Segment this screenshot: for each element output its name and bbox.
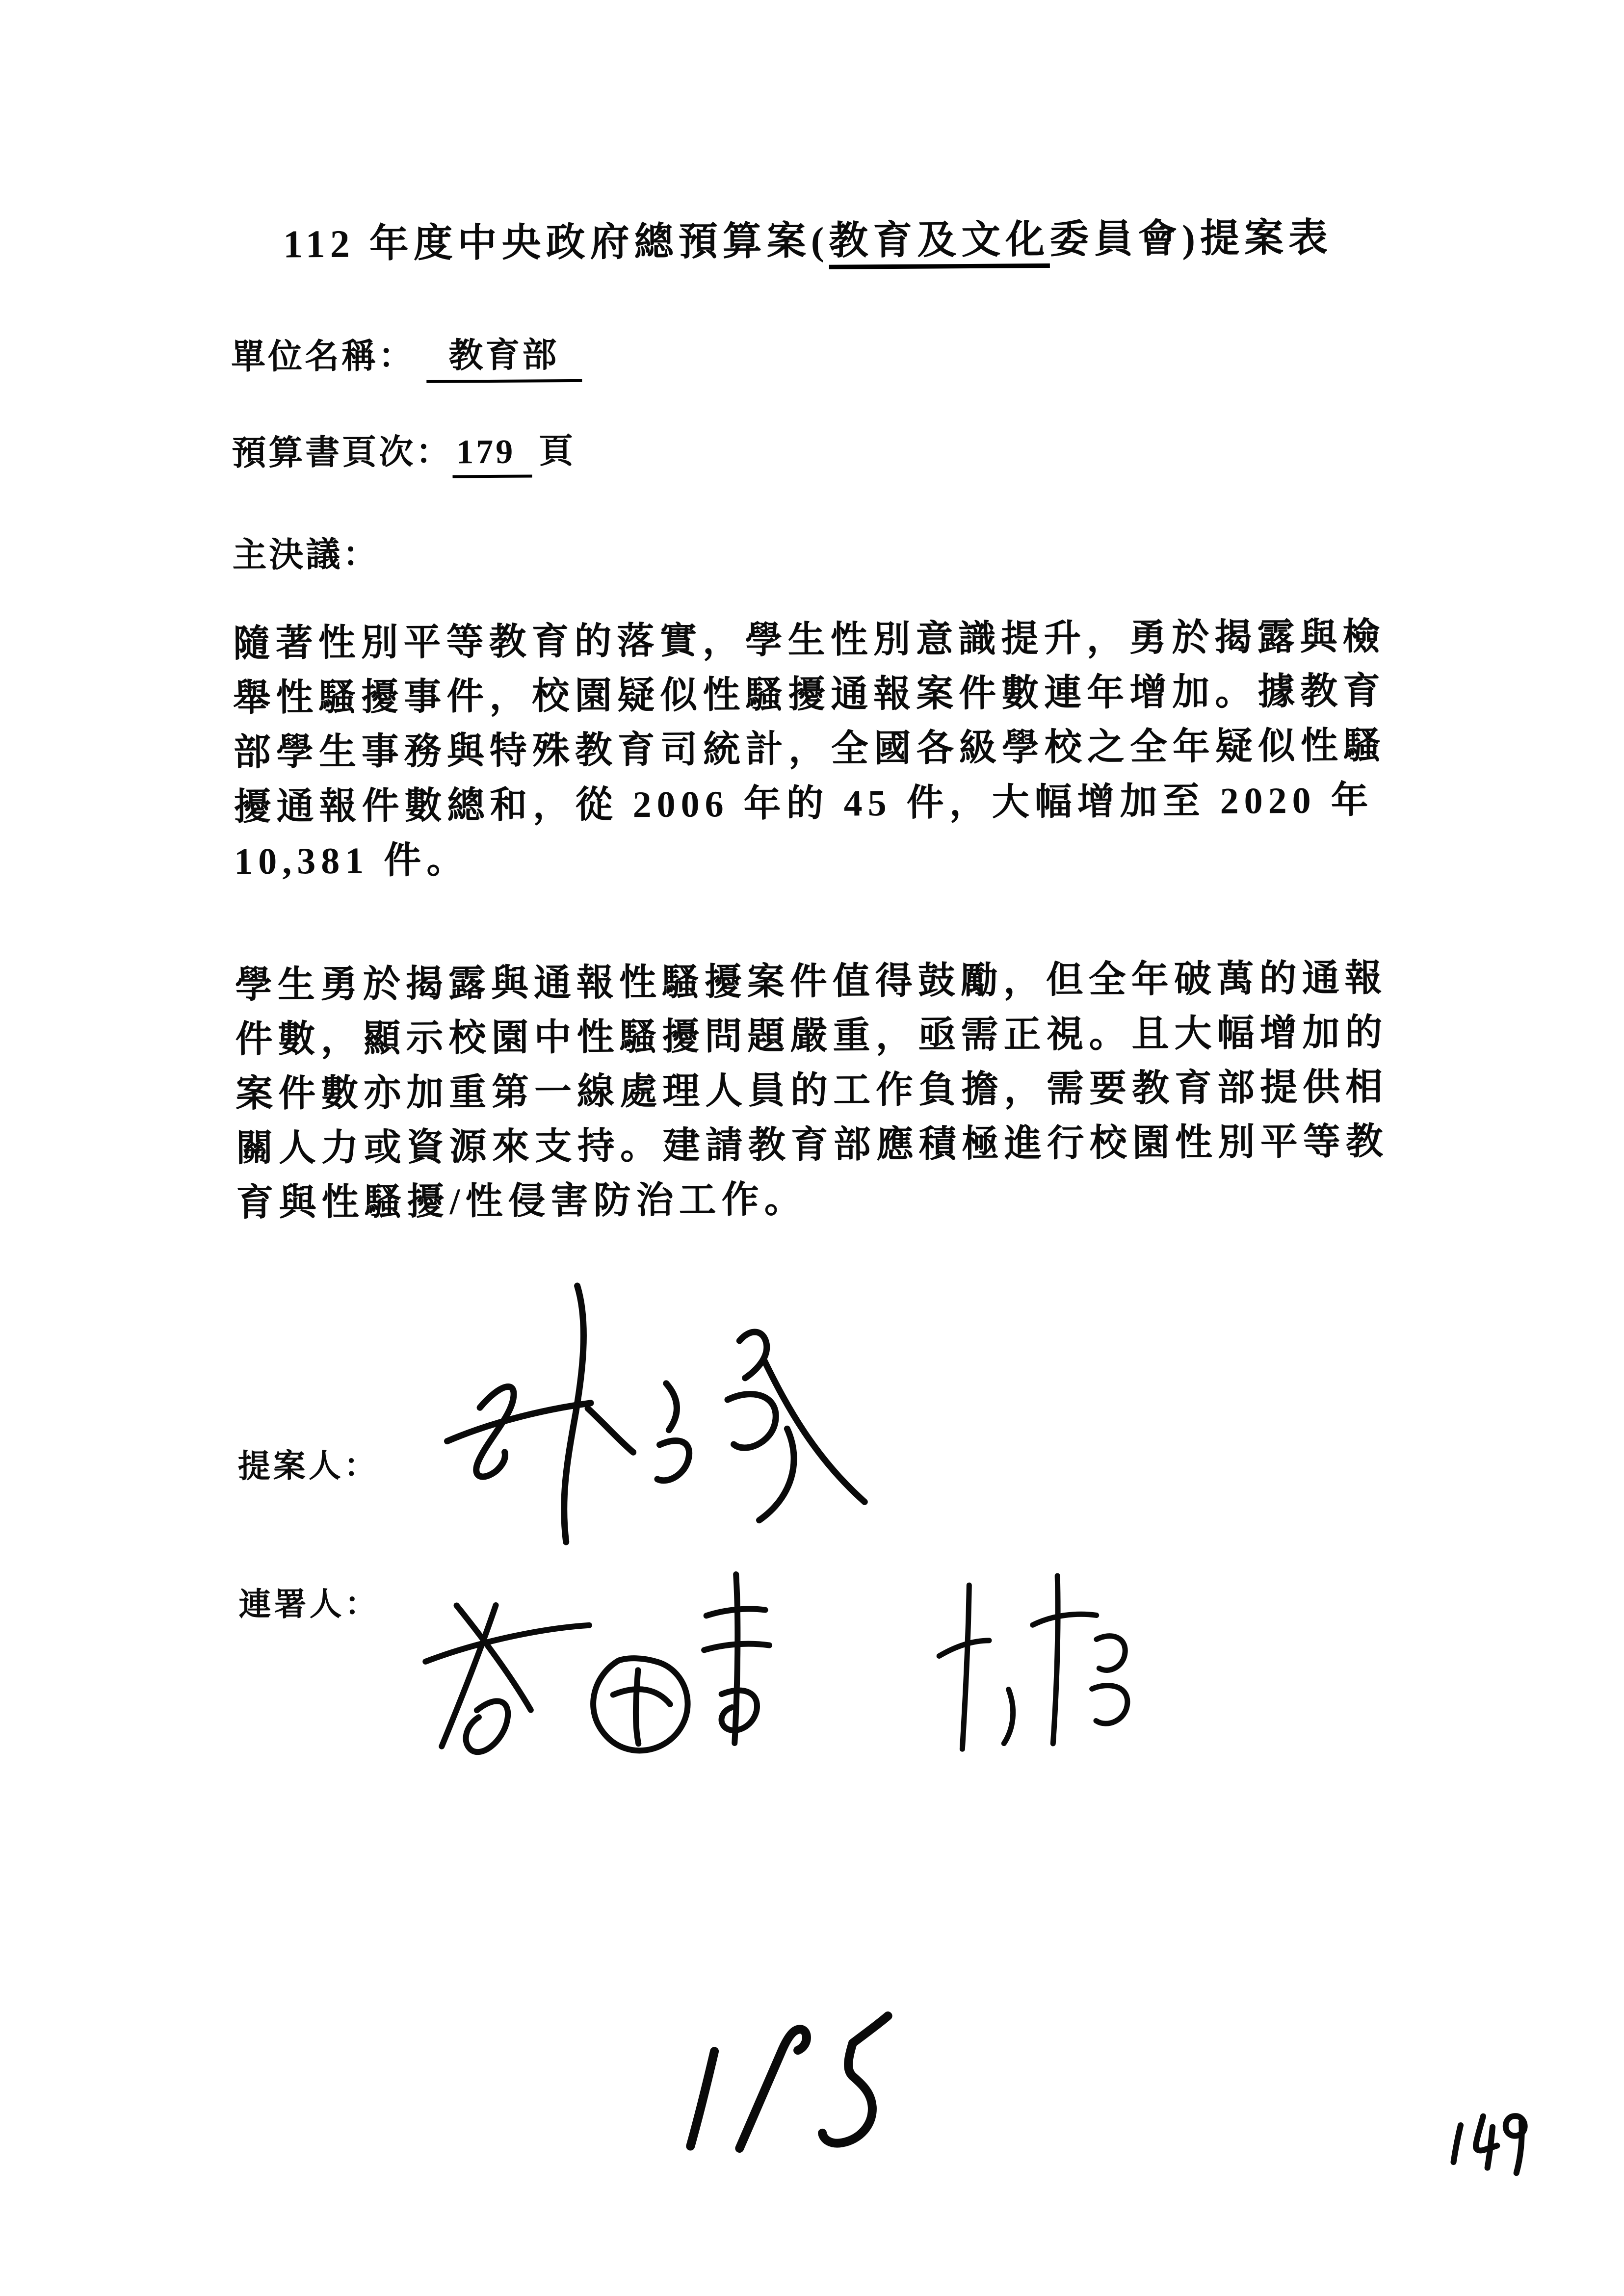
- budget-page-unit: 頁: [538, 432, 576, 471]
- page-title-committee-underlined: 教育及文化: [829, 218, 1050, 269]
- unit-name-field: [231, 327, 582, 379]
- cosigner-signature-2: [909, 1565, 1171, 1780]
- paragraph-line: 隨著性別平等教育的落實，學生性別意識提升，勇於揭露與檢: [233, 616, 1386, 665]
- paragraph-line: 育與性騷擾/性侵害防治工作。: [236, 1179, 807, 1224]
- cosigner-label: 連署人：: [238, 1586, 380, 1623]
- main-resolution-label: 主決議：: [232, 536, 380, 575]
- paragraph-line: 學生勇於揭露與通報性騷擾案件值得鼓勵，但全年破萬的通報: [235, 957, 1388, 1006]
- page-title: [0, 204, 1620, 270]
- budget-page-value: 179: [452, 433, 532, 478]
- paragraph-line: 件數，顯示校園中性騷擾問題嚴重，亟需正視。且大幅增加的: [235, 1012, 1388, 1061]
- proposer-signature: [419, 1280, 892, 1550]
- budget-page-field: [232, 423, 576, 475]
- resolution-paragraph-2: [235, 951, 1428, 1230]
- paragraph-line: 擾通報件數總和，從 2006 年的 45 件，大幅增加至 2020 年: [234, 780, 1374, 828]
- paragraph-line: 舉性騷擾事件，校園疑似性騷擾通報案件數連年增加。據教育: [233, 670, 1386, 719]
- page-title-suffix: 委員會)提案表: [1049, 216, 1333, 262]
- budget-page-label: 預算書頁次：: [231, 433, 453, 473]
- paragraph-line: 部學生事務與特殊教育司統計，全國各級學校之全年疑似性騷: [233, 725, 1387, 774]
- paragraph-line: 10,381 件。: [234, 839, 470, 883]
- paragraph-line: 案件數亦加重第一線處理人員的工作負擔，需要教育部提供相: [235, 1066, 1388, 1115]
- handwritten-sheet-number: [664, 1995, 920, 2166]
- paragraph-line: 關人力或資源來支持。建請教育部應積極進行校園性別平等教: [236, 1121, 1389, 1170]
- proposer-label: 提案人：: [237, 1448, 380, 1485]
- page-title-prefix: 112 年度中央政府總預算案(: [283, 219, 829, 266]
- unit-name-value: 教育部: [426, 337, 582, 383]
- unit-name-label: 單位名稱：: [231, 337, 416, 377]
- cosigner-signature-1: [382, 1545, 815, 1800]
- handwritten-page-number: [1441, 2096, 1545, 2188]
- resolution-paragraph-1: [233, 609, 1426, 889]
